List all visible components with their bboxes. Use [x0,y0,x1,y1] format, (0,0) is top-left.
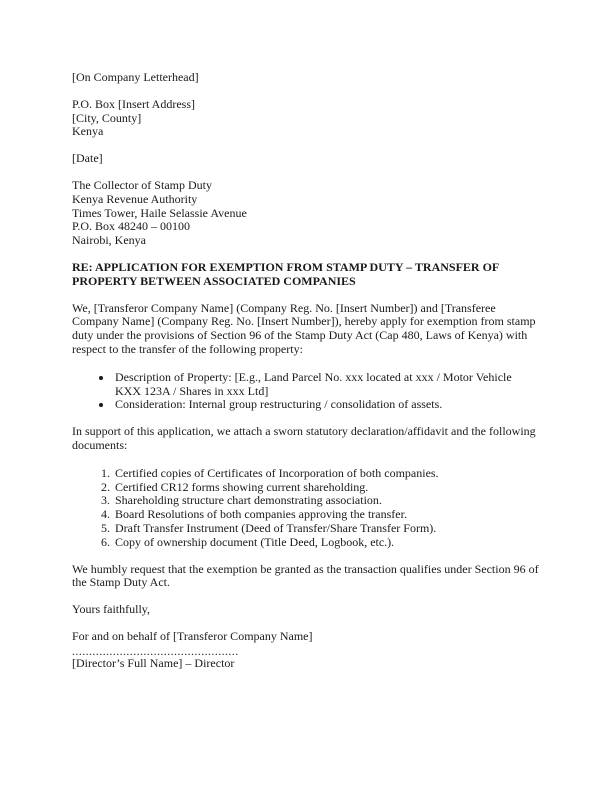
sender-address-line: Kenya [72,124,104,139]
recipient-address-line: Times Tower, Haile Selassie Avenue [72,205,247,220]
signature-on-behalf: For and on behalf of [Transferor Company Name] [72,628,313,643]
valediction: Yours faithfully, [72,602,151,617]
intro-paragraph: We, [Transferor Company Name] (Company Reg. No. [Insert Number]) and [Transferee Company Name] (Company Reg. No. [Insert Number]), hereby apply for exemption from stamp duty under the provisions of Section 96 of the Stamp Duty Act (Cap 480, Laws of Kenya) with respect to the transfer of the following property: [72,300,536,356]
subject-heading: RE: APPLICATION FOR EXEMPTION FROM STAMP DUTY – TRANSFER OF PROPERTY BETWEEN ASSOCIATED COMPANIES [72,259,499,288]
sender-address-line: [City, County] [72,110,142,125]
document-item: 6. Copy of ownership document (Title Deed, Logbook, etc.). [113,536,540,550]
recipient-address-line: The Collector of Stamp Duty [72,177,212,192]
attachments-intro: In support of this application, we attach a sworn statutory declaration/affidavit and the following documents: [72,424,536,452]
document-list [72,467,540,550]
document-item: 3. Shareholding structure chart demonstrating association. [113,494,540,508]
recipient-address-line: Nairobi, Kenya [72,233,146,248]
property-bullet-list [72,371,540,412]
document-item: 2. Certified CR12 forms showing current shareholding. [113,481,540,495]
request-paragraph: We humbly request that the exemption be granted as the transaction qualifies under Section 96 of the Stamp Duty Act. [72,561,539,590]
document-item: 5. Draft Transfer Instrument (Deed of Transfer/Share Transfer Form). [113,522,540,536]
sender-address [72,98,540,139]
recipient-address [72,179,540,248]
date-line: [Date] [72,151,103,166]
document-item: 1. Certified copies of Certificates of Incorporation of both companies. [113,467,540,481]
signatory-name: [Director’s Full Name] – Director [72,655,235,670]
property-bullet: • Consideration: Internal group restructuring / consolidation of assets. [113,398,540,412]
sender-address-line: P.O. Box [Insert Address] [72,96,195,111]
recipient-address-line: Kenya Revenue Authority [72,191,198,206]
recipient-address-line: P.O. Box 48240 – 00100 [72,219,191,234]
signature-dotted-line: ................................................. [72,643,239,658]
signature-block [72,630,540,671]
document-item: 4. Board Resolutions of both companies approving the transfer. [113,508,540,522]
letterhead-note: [On Company Letterhead] [72,70,199,84]
property-bullet: • Description of Property: [E.g., Land Parcel No. xxx located at xxx / Motor Vehicle KXX 123A / Shares in xxx Ltd] [113,371,540,399]
